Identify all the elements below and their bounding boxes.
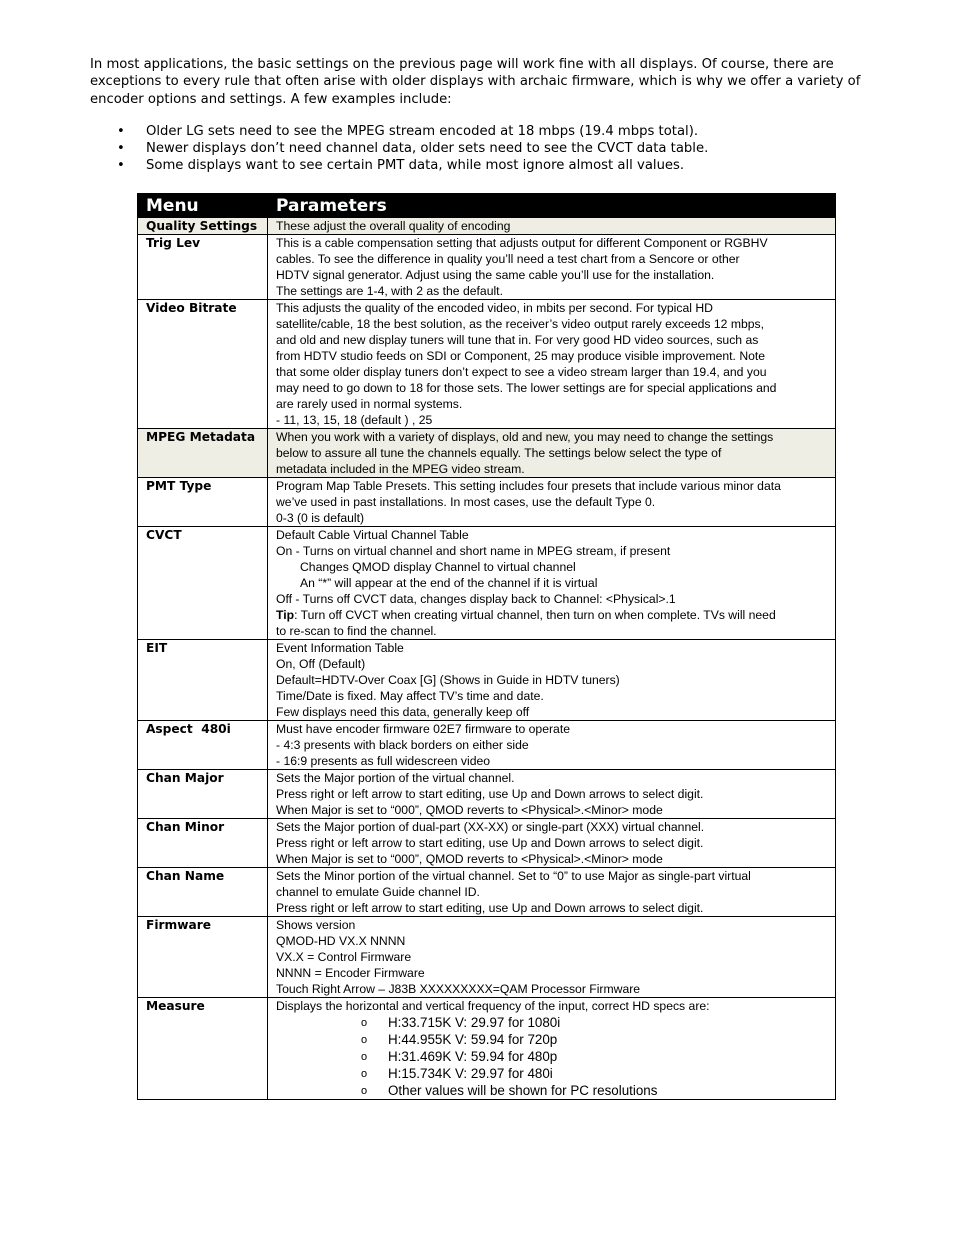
table-row (138, 478, 836, 527)
row-name: Chan Name (138, 868, 268, 917)
row-description: Event Information Table On, Off (Default) Default=HDTV-Over Coax [G] (Shows in Guide in HDTV tuners) Time/Date is fixed. May affect TV’s time and date. Few displays need this data, generally keep off (268, 640, 836, 721)
row-name: CVCT (138, 527, 268, 640)
sublist-item: o H:15.734K V: 29.97 for 480i (361, 1066, 553, 1081)
row-description: Sets the Major portion of the virtual channel. Press right or left arrow to start editing, use Up and Down arrows to select digit. When Major is set to “000”, QMOD reverts to <Physical>.<Minor> mode (268, 770, 836, 819)
table-header-row (138, 194, 836, 218)
examples-list (90, 123, 870, 175)
row-description: Sets the Minor portion of the virtual channel. Set to “0” to use Major as single-part virtual channel to emulate Guide channel ID. Press right or left arrow to start editing, use Up and Down arrows to select digit. (268, 868, 836, 917)
row-description: This adjusts the quality of the encoded video, in mbits per second. For typical HD satellite/cable, 18 the best solution, as the receiver’s video output rarely exceeds 12 mbps, and old and new display tuners will tune that in. For very good HD video sources, such as from HDTV studio feeds on SDI or Component, 25 may produce visible improvement. Note that some older display tuners don’t expect to see a video stream larger than 19.4, and you may need to go down to 18 for those sets. The lower settings are for special applications and are rarely used in normal systems. - 11, 13, 15, 18 (default ) , 25 (268, 300, 836, 429)
list-item: • Newer displays don’t need channel data, older sets need to see the CVCT data table. (117, 141, 709, 157)
sublist-item: o H:33.715K V: 29.97 for 1080i (361, 1015, 561, 1030)
list-item: • Older LG sets need to see the MPEG stream encoded at 18 mbps (19.4 mbps total). (117, 124, 699, 139)
table-row (138, 300, 836, 429)
circle-bullet-icon: o (361, 1034, 368, 1046)
table-row (138, 640, 836, 721)
row-name: Firmware (138, 917, 268, 998)
row-description: Displays the horizontal and vertical frequency of the input, correct HD specs are: o H:33.715K V: 29.97 for 1080i o H:44.955K V: 59.94 for 720p o H:31.469K V: 59.94 for 480p o H:15.734K V: 29.97 for 480i o Other values will be shown for PC resolutions (268, 998, 836, 1100)
parameters-column-header: Parameters (268, 194, 836, 218)
row-name: PMT Type (138, 478, 268, 527)
row-name: Quality Settings (138, 218, 268, 235)
row-description: These adjust the overall quality of encoding (268, 218, 836, 235)
list-item: • Some displays want to see certain PMT data, while most ignore almost all values. (117, 158, 685, 174)
row-description: Shows version QMOD-HD VX.X NNNN VX.X = Control Firmware NNNN = Encoder Firmware Touch Right Arrow – J83B XXXXXXXXX=QAM Processor Firmware (268, 917, 836, 998)
row-name: EIT (138, 640, 268, 721)
row-description: Sets the Major portion of dual-part (XX-XX) or single-part (XXX) virtual channel. Press right or left arrow to start editing, use Up and Down arrows to select digit. When Major is set to “000”, QMOD reverts to <Physical>.<Minor> mode (268, 819, 836, 868)
table-row (138, 819, 836, 868)
circle-bullet-icon: o (361, 1068, 368, 1080)
row-name: MPEG Metadata (138, 429, 268, 478)
row-name: Aspect 480i (138, 721, 268, 770)
table-row (138, 998, 836, 1100)
table-row (138, 527, 836, 640)
bullet-icon: • (117, 124, 125, 139)
table-row (138, 721, 836, 770)
parameters-table (137, 193, 836, 1100)
row-name: Trig Lev (138, 235, 268, 300)
circle-bullet-icon: o (361, 1085, 368, 1097)
table-row (138, 770, 836, 819)
row-description: Program Map Table Presets. This setting includes four presets that include various minor data we’ve used in past installations. In most cases, use the default Type 0. 0-3 (0 is default) (268, 478, 836, 527)
row-name: Chan Major (138, 770, 268, 819)
row-name: Measure (138, 998, 268, 1100)
bullet-icon: • (117, 158, 125, 174)
row-name: Chan Minor (138, 819, 268, 868)
row-name: Video Bitrate (138, 300, 268, 429)
circle-bullet-icon: o (361, 1017, 368, 1029)
sublist-item: o H:31.469K V: 59.94 for 480p (361, 1049, 558, 1064)
table-row (138, 917, 836, 998)
table-row (138, 235, 836, 300)
table-row (138, 868, 836, 917)
row-description: Must have encoder firmware 02E7 firmware to operate - 4:3 presents with black borders on either side - 16:9 presents as full widescreen video (268, 721, 836, 770)
sublist-item: o Other values will be shown for PC resolutions (361, 1083, 658, 1098)
tip-label: Tip (276, 608, 295, 622)
row-description: When you work with a variety of displays, old and new, you may need to change the settings below to assure all tune the channels equally. The settings below select the type of metadata included in the MPEG video stream. (268, 429, 836, 478)
menu-column-header: Menu (138, 194, 268, 218)
row-description: This is a cable compensation setting that adjusts output for different Component or RGBHV cables. To see the difference in quality you’ll need a test chart from a Sencore or other HDTV signal generator. Adjust using the same cable you’ll use for the installation. The settings are 1-4, with 2 as the default. (268, 235, 836, 300)
sublist-item: o H:44.955K V: 59.94 for 720p (361, 1032, 558, 1047)
circle-bullet-icon: o (361, 1051, 368, 1063)
intro-paragraph: In most applications, the basic settings on the previous page will work fine with all displays. Of course, there are exceptions to every rule that often arise with older displays with archaic firmware, which is why we offer a variety of encoder options and settings. A few examples include: (90, 57, 861, 107)
table-row (138, 429, 836, 478)
row-description: Default Cable Virtual Channel Table On - Turns on virtual channel and short name in MPEG stream, if present Changes QMOD display Channel to virtual channel An “*” will appear at the end of the channel if it is virtual Off - Turns off CVCT data, changes display back to Channel: <Physical>.1 Tip: Turn off CVCT when creating virtual channel, then turn on when complete. TVs will need to re-scan to find the channel. (268, 527, 836, 640)
bullet-icon: • (117, 141, 125, 157)
table-row (138, 218, 836, 235)
tip-line: Tip: Turn off CVCT when creating virtual channel, then turn on when complete. TVs will need (276, 608, 776, 622)
